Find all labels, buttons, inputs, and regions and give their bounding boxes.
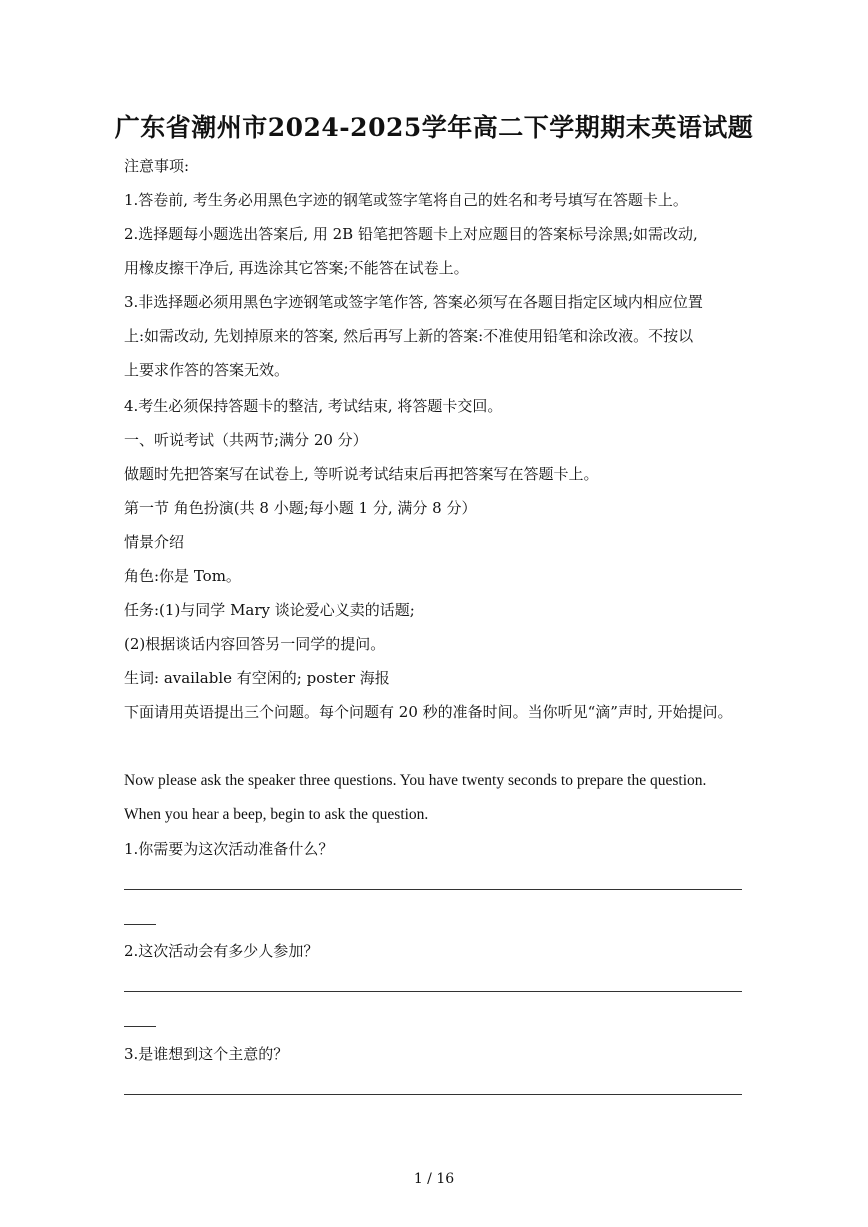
note-3-line-3: 上要求作答的答案无效。 [124,361,290,379]
scenario-intro: 情景介绍 [124,533,185,551]
section-instruction: 做题时先把答案写在试卷上, 等听说考试结束后再把答案写在答题卡上。 [124,465,599,483]
note-4: 4.考生必须保持答题卡的整洁, 考试结束, 将答题卡交回。 [124,397,503,415]
question-3: 3.是谁想到这个主意的？ [124,1045,289,1063]
vocabulary-line: 生词: available 有空闲的; poster 海报 [124,669,390,687]
question-1: 1.你需要为这次活动准备什么？ [124,840,334,858]
role-line: 角色:你是 Tom。 [124,567,241,585]
note-1: 1.答卷前, 考生务必用黑色字迹的钢笔或签字笔将自己的姓名和考号填写在答题卡上。 [124,191,688,209]
english-instruction-2: When you hear a beep, begin to ask the question. [124,806,429,823]
answer-line-1-continued[interactable] [124,924,156,925]
task-line-1: 任务:(1)与同学 Mary 谈论爱心义卖的话题; [124,601,415,619]
note-2-line-2: 用橡皮擦干净后, 再选涂其它答案;不能答在试卷上。 [124,259,469,277]
part-heading: 第一节 角色扮演(共 8 小题;每小题 1 分, 满分 8 分） [124,499,477,517]
note-3-line-1: 3.非选择题必须用黑色字迹钢笔或签字笔作答, 答案必须写在各题目指定区域内相应位置 [124,293,703,311]
english-instruction-1: Now please ask the speaker three questions. You have twenty seconds to prepare the question. [124,772,707,789]
answer-line-3[interactable] [124,1094,742,1095]
question-2: 2.这次活动会有多少人参加？ [124,942,319,960]
exam-title: 广东省潮州市2024-2025学年高二下学期期末英语试题 [114,113,754,142]
notes-heading: 注意事项: [124,157,190,175]
note-3-line-2: 上:如需改动, 先划掉原来的答案, 然后再写上新的答案:不准使用铅笔和涂改液。不按以 [124,327,694,345]
note-2-line-1: 2.选择题每小题选出答案后, 用 2B 铅笔把答题卡上对应题目的答案标号涂黑;如需改动, [124,225,698,243]
section-heading: 一、听说考试（共两节;满分 20 分） [124,431,368,449]
answer-line-2-continued[interactable] [124,1026,156,1027]
page-number: 1 / 16 [413,1171,455,1187]
answer-line-1[interactable] [124,889,742,890]
answer-line-2[interactable] [124,991,742,992]
task-line-2: (2)根据谈话内容回答另一同学的提问。 [124,635,386,653]
prompt-line: 下面请用英语提出三个问题。每个问题有 20 秒的准备时间。当你听见“滴”声时, 开始提问。 [124,703,733,721]
